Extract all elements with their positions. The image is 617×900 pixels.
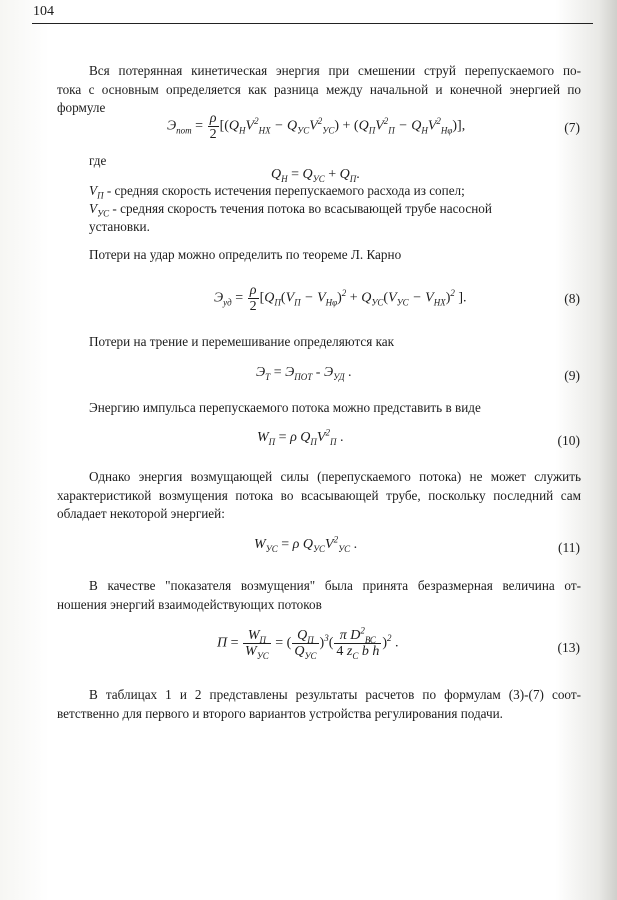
paragraph-indicator: [57, 577, 581, 614]
paragraph-line: тока с основным определяется как разница между начальной и конечной энергией по: [57, 81, 581, 97]
paragraph-line-text: В качестве "показателя возмущения" была принята безразмерная величина от-: [89, 578, 581, 593]
paragraph-line: [57, 468, 581, 487]
equation-number-13: (13): [557, 640, 580, 655]
paragraph-line: [57, 62, 581, 81]
fraction: $\frac{\rho}{2}$: [249, 283, 257, 314]
paragraph-line-text: Однако энергия возмущающей силы (перепускаемого потока) не может служить: [89, 469, 581, 484]
definition-vp-text: - средняя скорость истечения перепускаемого расхода из сопел;: [103, 183, 465, 198]
equation-number-11: (11): [558, 540, 580, 555]
equation-q-sum: $Q_Н = Q_{УС} + Q_П$.: [271, 167, 360, 184]
paragraph-intro: [57, 62, 581, 118]
equation-11: $W_{УС} = \rho$ $Q_{УС}V^2_{УС}$ .: [254, 534, 358, 554]
definition-vus-text: - средняя скорость течения потока во всасывающей трубе насосной: [109, 201, 492, 216]
paragraph-line: формуле: [57, 100, 106, 116]
paragraph-line: [57, 577, 581, 596]
paragraph-impulse: Энергию импульса перепускаемого потока можно представить в виде: [89, 400, 481, 415]
equation-13: П = $\frac{W_П}{W_{УС}}$ = ( $\frac{Q_П}{Q_{УС}}$ )$^3$( $\frac{\pi D^2_{ВС}}{4 z_C b h}$ )$^2$ .: [217, 625, 399, 661]
equation-number-10: (10): [557, 433, 580, 448]
fraction: $\frac{\pi D^2_{ВС}}{4 z_C b h}$: [336, 625, 380, 661]
paragraph-carnot: Потери на удар можно определить по теореме Л. Карно: [89, 247, 402, 262]
equation-number-7: (7): [564, 120, 580, 135]
equation-7: $Э_{пот}$ = $\frac{\rho}{2}$ $[(Q_НV^2_{НХ} - Q_{УС}V^2_{УС}) + (Q_ПV^2_П - Q_НV^2_{Н\varphi})]$,: [167, 111, 466, 142]
paragraph-line-text: В таблицах 1 и 2 представлены результаты расчетов по формулам (3)-(7) соот-: [89, 687, 581, 702]
paragraph-line: ношения энергий взаимодействующих потоков: [57, 596, 322, 612]
paragraph-line: характеристикой возмущения потока во всасывающей трубе, поскольку последний сам: [57, 487, 581, 503]
paragraph-line: обладает некоторой энергией:: [57, 506, 225, 522]
equation-8: $Э_{уд}$ = $\frac{\rho}{2}$ [$Q_П(V_П - V_{Н\varphi})^2 + Q_{УС}(V_{УС} - V_{НХ})^2$ ].: [214, 283, 467, 314]
definition-vus-continued: установки.: [89, 219, 150, 234]
where-label: где: [89, 153, 107, 168]
equation-number-9: (9): [564, 368, 580, 383]
definition-vus: $V_{УС}$ - средняя скорость течения потока во всасывающей трубе насосной: [89, 201, 492, 219]
equation-9: $Э_Т = Э_{ПОТ} - Э_{УД}$ .: [256, 365, 352, 382]
equation-10: $W_П = \rho$ $Q_ПV^2_П$ .: [257, 427, 344, 447]
paragraph-line-text: Вся потерянная кинетическая энергия при смешении струй перепускаемого по-: [89, 63, 581, 78]
paragraph-friction: Потери на трение и перемешивание определяются как: [89, 334, 395, 349]
paragraph-line: [57, 686, 581, 705]
paragraph-tables: [57, 686, 581, 723]
paragraph-line: ветственно для первого и второго вариантов устройства регулирования подачи.: [57, 705, 503, 721]
header-rule: [32, 23, 593, 24]
definition-vp: $V_П$ - средняя скорость истечения перепускаемого расхода из сопел;: [89, 183, 465, 201]
fraction: $\frac{\rho}{2}$: [209, 111, 217, 142]
equation-number-8: (8): [564, 291, 580, 306]
paragraph-disturbance: [57, 468, 581, 524]
fraction: $\frac{W_П}{W_{УС}}$: [245, 628, 269, 661]
page-number: 104: [33, 4, 54, 19]
fraction: $\frac{Q_П}{Q_{УС}}$: [294, 628, 317, 661]
